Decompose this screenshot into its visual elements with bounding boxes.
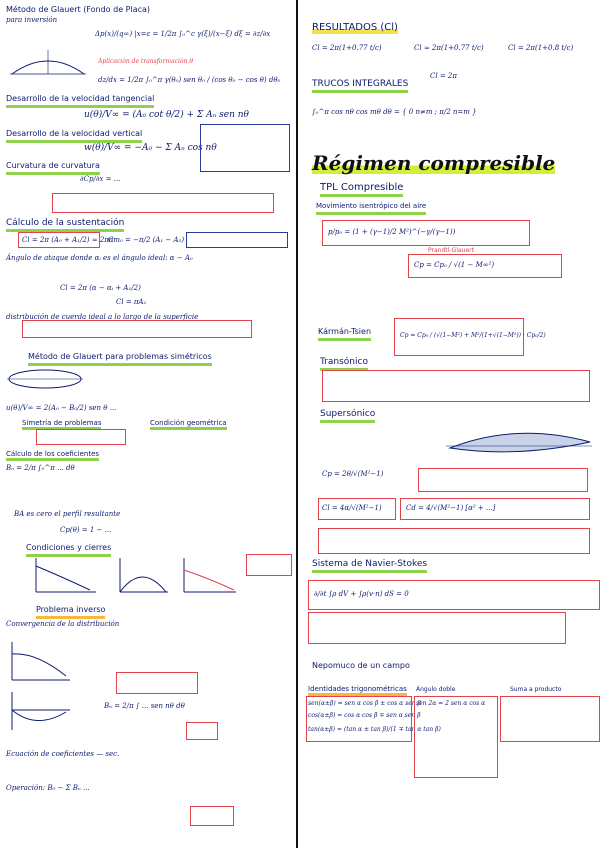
karman-tsien-heading: Kármán-Tsien <box>318 326 371 341</box>
symmetric-u-eq: u(θ)/V∞ = 2(A₀ − B₀/2) sen θ ... <box>6 404 117 412</box>
supersonic-cd-eq: Cd = 4/√(M²−1) [α² + ...] <box>406 504 496 512</box>
operation-eq: Operación: B₀ − Σ Bₙ ... <box>6 784 90 792</box>
bn-box <box>116 672 198 694</box>
inversion-label: para inversión <box>6 16 58 24</box>
sum-product-heading: Suma a producto <box>510 686 562 693</box>
symmetric-glauert-heading: Método de Glauert para problemas simétricos <box>28 351 212 366</box>
closure-heading: Condiciones y cierres <box>26 542 111 557</box>
tpl-compressible-heading: TPL Compresible <box>320 182 403 197</box>
lift-heading: Cálculo de la sustentación <box>6 217 124 232</box>
bn-integral: Bₙ = 2/π ∫₀^π ... dθ <box>6 464 75 472</box>
coefficient-note: Ecuación de coeficientes — sec. <box>6 750 120 758</box>
small-box <box>186 722 218 740</box>
double-angle-heading: Ángulo doble <box>416 686 456 693</box>
cm0-eq: Cm₀ = −π/2 (A₁ − A₂) <box>108 236 185 244</box>
double-angle-sin: sen 2α = 2 sen α cos α <box>416 700 486 707</box>
coefficient-calc-label: Cálculo de los coeficientes <box>6 451 99 461</box>
ba-zero-text: BA es cero el perfil resultante <box>14 510 121 518</box>
trig-box-3 <box>500 696 600 742</box>
supersonic-cp-eq: Cp = 2θ/√(M²−1) <box>322 470 384 478</box>
symmetric-box <box>36 429 126 445</box>
curvature-eq: ∂Cp/∂x = ... <box>80 175 121 183</box>
prandtl-glauert-label: Prandtl-Glauert <box>428 247 474 254</box>
trig-box-2 <box>414 696 498 778</box>
left-column <box>0 0 294 848</box>
cp-sum-box <box>246 554 292 576</box>
momentum-box <box>308 612 566 644</box>
transformation-note: Aplicación de transformación θ <box>98 58 193 65</box>
coefficient-box <box>52 193 274 213</box>
airfoil-sketch <box>8 44 88 82</box>
supersonic-heading: Supersónico <box>320 408 375 423</box>
result-cl-1: Cl = 2π(1+0.77 t/c) <box>312 44 382 52</box>
symmetry-label: Simetría de problemas <box>22 420 101 430</box>
distribution-plot-1 <box>6 640 74 684</box>
compressible-regime-title: Régimen compresible <box>312 151 556 175</box>
trig-sum-sin: sen(α±β) = sen α cos β ± cos α sen β <box>308 700 421 707</box>
transonic-heading: Transónico <box>320 356 368 371</box>
ideal-chord-text: distribución de cuerda ideal a lo largo de la superficie <box>6 313 199 321</box>
cp-plot-1 <box>30 556 100 596</box>
result-cl-2: Cl ≈ 2π(1+0.77 t/c) <box>414 44 484 52</box>
navier-stokes-heading: Sistema de Navier-Stokes <box>312 558 427 573</box>
cmba-box <box>186 232 288 248</box>
trig-sum-tan: tan(α±β) = (tan α ± tan β)/(1 ∓ tan α tan β) <box>308 726 441 733</box>
karman-tsien-eq: Cp = Cp₀ / (√(1−M²) + M²/(1+√(1−M²)) · Cp₀/2) <box>400 332 546 339</box>
cp-plot-3 <box>180 556 240 596</box>
isentropic-eq: p/p₀ = (1 + (γ−1)/2 M²)^(−γ/(γ−1)) <box>328 228 456 236</box>
cp-plot-2 <box>116 556 172 596</box>
cl-ideal-eq: Cl = 2π (α − αᵢ + A₁/2) <box>60 284 141 292</box>
distribution-plot-2 <box>6 690 74 734</box>
field-section-heading: Nepomuco de un campo <box>312 661 410 670</box>
trig-box-1 <box>306 696 412 742</box>
integral-equation: Δp(x)/(q∞) |x=ε = 1/2π ∫₀^c γ(ξ)/(x−ξ) dξ = ∂z/∂x <box>95 30 271 38</box>
tangential-velocity-heading: Desarrollo de la velocidad tangencial <box>6 93 154 108</box>
inverse-problem-heading: Problema inverso <box>36 604 105 619</box>
glauert-title: Método de Glauert (Fondo de Placa) <box>6 5 151 14</box>
trig-identities-heading: Identidades trigonométricas <box>308 686 407 696</box>
vertical-velocity-heading: Desarrollo de la velocidad vertical <box>6 128 142 143</box>
results-heading: RESULTADOS (Cl) <box>312 22 398 33</box>
distribution-convergence-text: Convergencia de la distribución <box>6 620 120 628</box>
result-cl-3: Cl = 2π(1+0.8 t/c) <box>508 44 574 52</box>
supersonic-c-box <box>318 528 590 554</box>
prandtl-glauert-eq: Cp = Cp₀ / √(1 − M∞²) <box>414 261 495 269</box>
supersonic-cl-eq: Cl = 4α/√(M²−1) <box>322 504 382 512</box>
column-divider <box>296 0 298 848</box>
tangential-velocity-eq: u(θ)/V∞ = (A₀ cot θ/2) + Σ Aₙ sen nθ <box>84 110 249 120</box>
distribution-box <box>22 320 252 338</box>
ideal-angle-text: Ángulo de ataque donde αᵢ es el ángulo ideal: α − A₀ <box>6 254 193 262</box>
supersonic-cp-box <box>418 468 588 492</box>
integral-tricks-heading: TRUCOS INTEGRALES <box>312 78 408 93</box>
curvature-heading: Curvatura de curvatura <box>6 160 100 175</box>
isentropic-heading: Movimiento isentrópico del aire <box>316 200 426 215</box>
dz-dx-equation: dz/dx = 1/2π ∫₀^π γ(θ₀) sen θ₀ / (cos θ₀ − cos θ) dθ₀ <box>98 76 281 84</box>
integral-tricks-eq: ∫₀^π cos nθ cos mθ dθ = { 0 n≠m ; π/2 n=m } <box>312 108 477 116</box>
cl-eq: Cl = 2π (A₀ + A₁/2) ≈ 2πα <box>22 236 114 244</box>
final-box <box>190 806 234 826</box>
result-cl-4: Cl = 2π <box>430 72 457 80</box>
bn-inverse-eq: Bₙ = 2/π ∫ ... sen nθ dθ <box>104 702 185 710</box>
vertical-velocity-eq: w(θ)/V∞ = −A₀ − Σ Aₙ cos nθ <box>84 143 217 153</box>
transonic-box <box>322 370 590 402</box>
trig-sum-cos: cos(α±β) = cos α cos β ∓ sen α sen β <box>308 712 421 719</box>
note-box <box>200 124 290 172</box>
cl-a1-eq: Cl = πA₁ <box>116 298 147 306</box>
continuity-eq: ∂/∂t ∫ρ dV + ∫ρ(v·n) dS = 0 <box>314 590 409 598</box>
geometric-condition-label: Condición geométrica <box>150 420 227 430</box>
symmetric-airfoil-sketch <box>6 364 84 394</box>
right-column <box>302 0 600 848</box>
supersonic-airfoil-sketch <box>446 418 594 466</box>
cp-symmetric: Cp(θ) = 1 − ... <box>60 526 112 534</box>
